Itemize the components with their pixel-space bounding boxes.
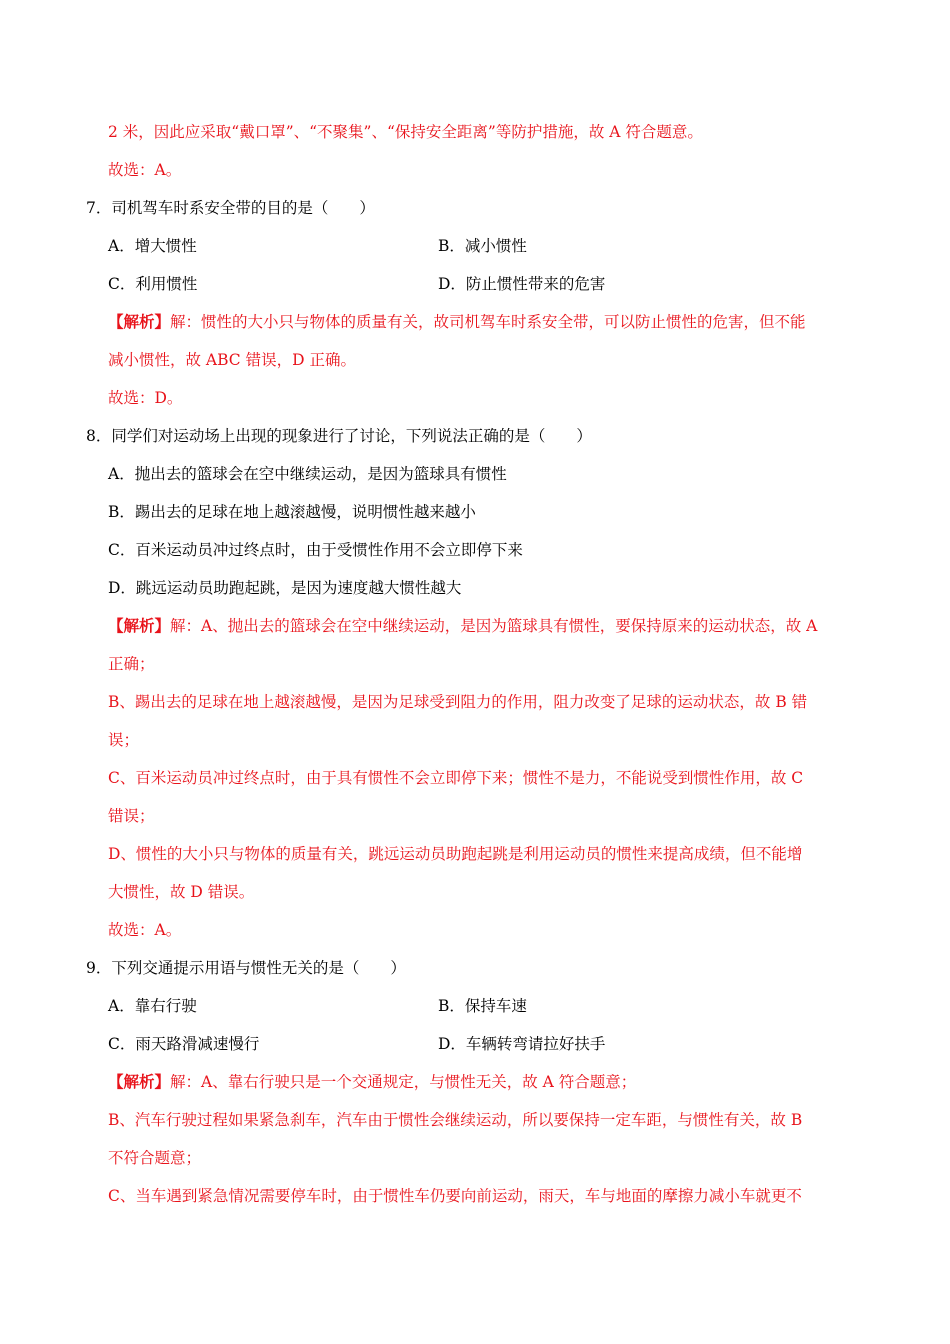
answer-choice: 故选：A。 (108, 161, 182, 179)
analysis-text: 【解析】解：惯性的大小只与物体的质量有关，故司机驾车时系安全带，可以防止惯性的危害，但不能 (108, 312, 806, 331)
option-c: C．百米运动员冲过终点时，由于受惯性作用不会立即停下来 (108, 541, 523, 559)
option-b: B．减小惯性 (438, 237, 527, 255)
question-7: 7．司机驾车时系安全带的目的是（ ） (86, 199, 375, 217)
option-d: D．车辆转弯请拉好扶手 (438, 1035, 606, 1053)
option-a: A．增大惯性 (108, 237, 197, 255)
analysis-text: C、百米运动员冲过终点时，由于具有惯性不会立即停下来；惯性不是力，不能说受到惯性作用，故 C (108, 769, 804, 787)
analysis-text: 【解析】解：A、靠右行驶只是一个交通规定，与惯性无关，故 A 符合题意； (108, 1072, 637, 1091)
analysis-text: 不符合题意； (108, 1149, 202, 1167)
analysis-text: 误； (108, 731, 140, 749)
option-c: C．利用惯性 (108, 275, 198, 293)
option-d: D．跳远运动员助跑起跳，是因为速度越大惯性越大 (108, 579, 462, 597)
option-b: B．踢出去的足球在地上越滚越慢，说明惯性越来越小 (108, 503, 476, 521)
analysis-text: 正确； (108, 655, 155, 673)
option-d: D．防止惯性带来的危害 (438, 275, 606, 293)
analysis-text: D、惯性的大小只与物体的质量有关，跳远运动员助跑起跳是利用运动员的惯性来提高成绩，但不能增 (108, 845, 803, 863)
analysis-text: C、当车遇到紧急情况需要停车时，由于惯性车仍要向前运动，雨天，车与地面的摩擦力减小车就更不 (108, 1187, 802, 1205)
question-8: 8．同学们对运动场上出现的现象进行了讨论，下列说法正确的是（ ） (86, 427, 592, 445)
answer-text: 2 米，因此应采取“戴口罩”、“不聚集”、“保持安全距离”等防护措施，故 A 符合题意。 (108, 123, 703, 141)
analysis-text: 【解析】解：A、抛出去的篮球会在空中继续运动，是因为篮球具有惯性，要保持原来的运动状态，故 A (108, 616, 818, 635)
analysis-text: 大惯性，故 D 错误。 (108, 883, 255, 901)
analysis-text: B、踢出去的足球在地上越滚越慢，是因为足球受到阻力的作用，阻力改变了足球的运动状态，故 B 错 (108, 693, 808, 711)
answer-choice: 故选：D。 (108, 389, 183, 407)
analysis-tag: 【解析】 (108, 312, 171, 331)
analysis-text: 减小惯性，故 ABC 错误，D 正确。 (108, 351, 356, 369)
option-a: A．抛出去的篮球会在空中继续运动，是因为篮球具有惯性 (108, 465, 507, 483)
analysis-text: 错误； (108, 807, 155, 825)
option-c: C．雨天路滑减速慢行 (108, 1035, 260, 1053)
analysis-tag: 【解析】 (108, 616, 171, 635)
analysis-text: B、汽车行驶过程如果紧急刹车，汽车由于惯性会继续运动，所以要保持一定车距，与惯性有关，故 B (108, 1111, 803, 1129)
option-a: A．靠右行驶 (108, 997, 197, 1015)
option-b: B．保持车速 (438, 997, 527, 1015)
answer-choice: 故选：A。 (108, 921, 182, 939)
analysis-tag: 【解析】 (108, 1072, 171, 1091)
question-9: 9．下列交通提示用语与惯性无关的是（ ） (86, 959, 406, 977)
